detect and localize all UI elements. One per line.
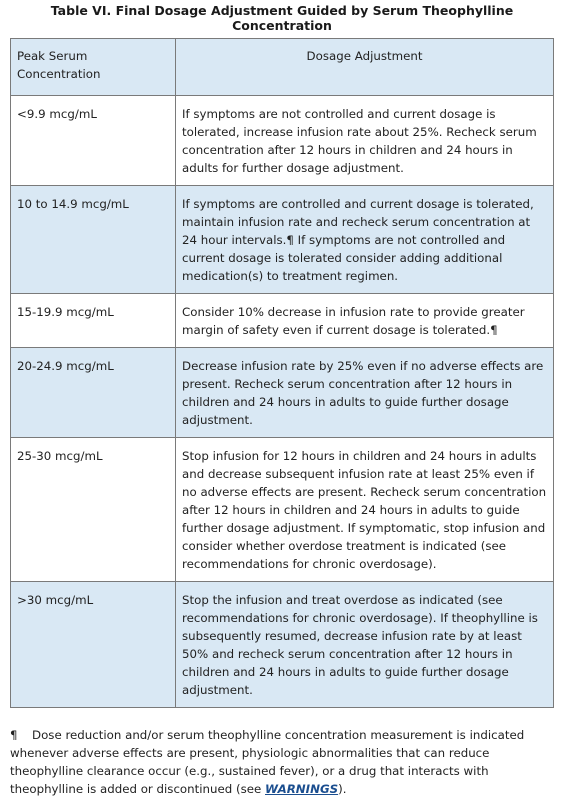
table-title: Table VI. Final Dosage Adjustment Guided by Serum Theophylline Concentration: [50, 3, 514, 33]
adjustment-cell: Stop the infusion and treat overdose as indicated (see recommendations for chronic overdosage). If theophylline is subsequently resumed, decrease infusion rate by at least 50% and recheck serum concentration after 12 hours in children and 24 hours in adults to guide further dosage adjustment.: [176, 582, 554, 708]
adjustment-cell: If symptoms are not controlled and current dosage is tolerated, increase infusion rate about 25%. Recheck serum concentration after 12 hours in children and 24 hours in adults for further dosage adjustment.: [176, 96, 554, 186]
table-row: [11, 438, 554, 582]
concentration-cell: 10 to 14.9 mcg/mL: [11, 186, 176, 294]
table-row: [11, 582, 554, 708]
column-header-concentration: Peak Serum Concentration: [11, 39, 176, 96]
adjustment-cell: Stop infusion for 12 hours in children and 24 hours in adults and decrease subsequent infusion rate at least 25% even if no adverse effects are present. Recheck serum concentration after 12 hours in children and 24 hours in adults to guide further dosage adjustment. If symptomatic, stop infusion and consider whether overdose treatment is indicated (see recommendations for chronic overdosage).: [176, 438, 554, 582]
footnote: [10, 726, 554, 798]
table-row: [11, 186, 554, 294]
column-header-adjustment: Dosage Adjustment: [176, 39, 554, 96]
adjustment-cell: Decrease infusion rate by 25% even if no adverse effects are present. Recheck serum concentration after 12 hours in children and 24 hours in adults to guide further dosage adjustment.: [176, 348, 554, 438]
concentration-cell: 15-19.9 mcg/mL: [11, 294, 176, 348]
concentration-cell: >30 mcg/mL: [11, 582, 176, 708]
concentration-cell: 25-30 mcg/mL: [11, 438, 176, 582]
footnote-symbol: ¶: [10, 728, 18, 742]
footnote-text: Dose reduction and/or serum theophylline concentration measurement is indicated whenever adverse effects are present, physiologic abnormalities that can reduce theophylline clearance occur (e.g., sustained fever), or a drug that interacts with theophylline is added or discontinued (see: [10, 728, 525, 796]
concentration-cell: <9.9 mcg/mL: [11, 96, 176, 186]
warnings-link[interactable]: WARNINGS: [265, 782, 339, 796]
table-row: [11, 96, 554, 186]
adjustment-cell: Consider 10% decrease in infusion rate to provide greater margin of safety even if current dosage is tolerated.¶: [176, 294, 554, 348]
table-row: [11, 348, 554, 438]
table-header-row: [11, 39, 554, 96]
table-row: [11, 294, 554, 348]
concentration-cell: 20-24.9 mcg/mL: [11, 348, 176, 438]
dosage-table: [10, 38, 554, 708]
adjustment-cell: If symptoms are controlled and current dosage is tolerated, maintain infusion rate and recheck serum concentration at 24 hour intervals.¶ If symptoms are not controlled and current dosage is tolerated consider adding additional medication(s) to treatment regimen.: [176, 186, 554, 294]
footnote-suffix: ).: [338, 782, 347, 796]
